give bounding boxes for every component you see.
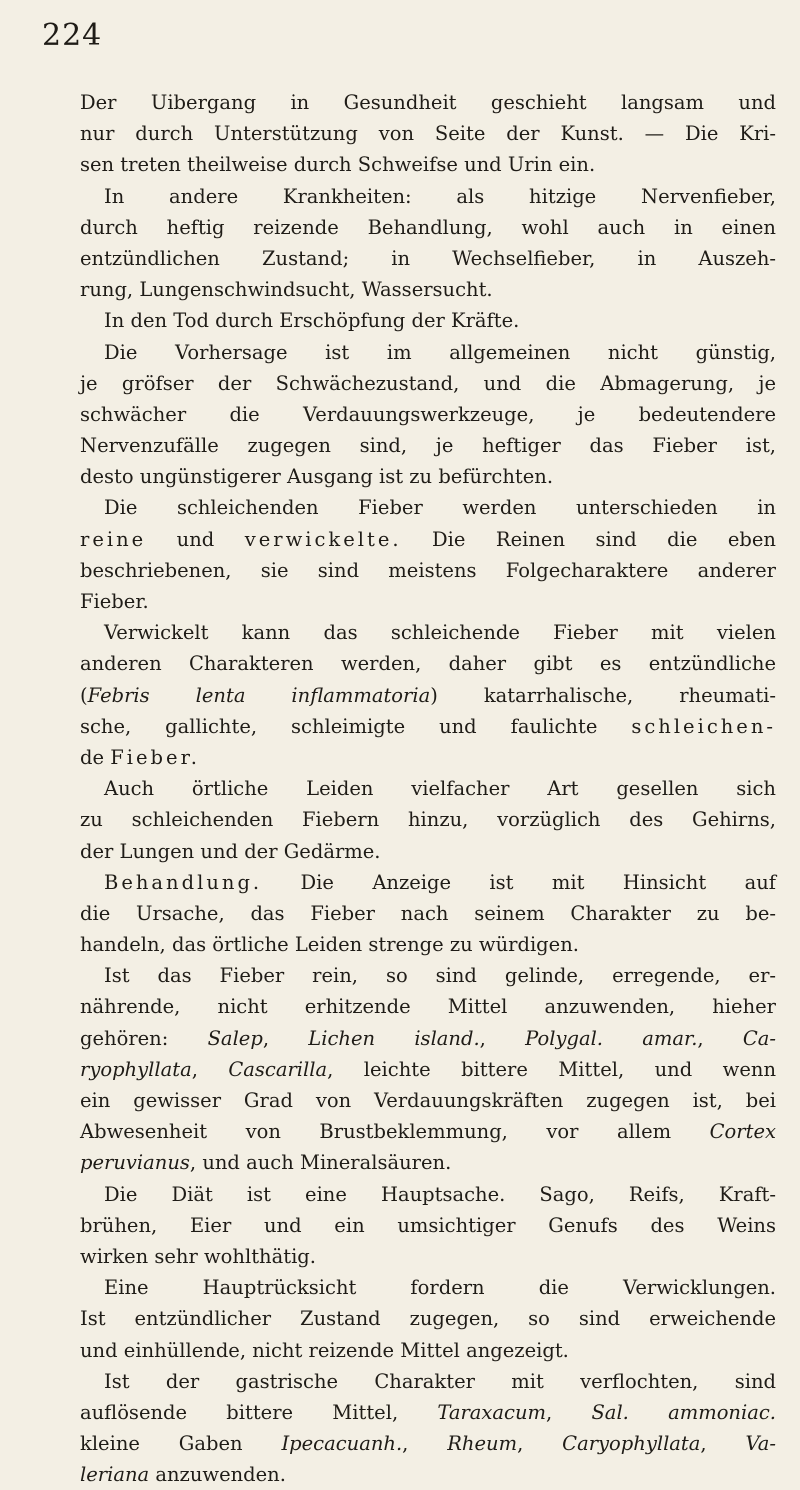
- text-line: durch heftig reizende Behandlung, wohl auch in einen: [80, 215, 776, 239]
- page-number: 224: [42, 18, 103, 53]
- latin-term: Sal. ammoniac.: [591, 1400, 776, 1424]
- text-line: die Ursache, das Fieber nach seinem Charakter zu be-: [80, 901, 776, 925]
- text-line: Fieber.: [80, 590, 149, 613]
- text-line: peruvianus, und auch Mineralsäuren.: [80, 1151, 452, 1175]
- text-line: entzündlichen Zustand; in Wechselfieber, in Auszeh-: [80, 246, 776, 270]
- text-line: handeln, das örtliche Leiden strenge zu würdigen.: [80, 933, 579, 957]
- latin-term: leriana: [80, 1463, 150, 1487]
- text-line: Eine Hauptrücksicht fordern die Verwicklungen.: [104, 1276, 776, 1300]
- emphasis-spaced: Behandlung.: [104, 870, 263, 894]
- text-line: Nervenzufälle zugegen sind, je heftiger das Fieber ist,: [80, 434, 776, 458]
- text-line: Ist das Fieber rein, so sind gelinde, erregende, er-: [104, 964, 776, 988]
- text-line: Die Vorhersage ist im allgemeinen nicht günstig,: [104, 340, 776, 364]
- text-line: rung, Lungenschwindsucht, Wassersucht.: [80, 278, 493, 302]
- text-line: zu schleichenden Fiebern hinzu, vorzüglich des Gehirns,: [80, 808, 776, 832]
- text-line: Der Uibergang in Gesundheit geschieht langsam und: [80, 91, 776, 114]
- text-line: wirken sehr wohlthätig.: [80, 1244, 316, 1268]
- text-line: nur durch Unterstützung von Seite der Kunst. — Die Kri-: [80, 122, 776, 146]
- text-line: brühen, Eier und ein umsichtiger Genufs des Weins: [80, 1213, 776, 1237]
- text-line: ein gewisser Grad von Verdauungskräften zugegen ist, bei: [80, 1089, 776, 1112]
- text-line: Die schleichenden Fieber werden unterschieden in: [104, 496, 776, 520]
- text-line: und einhüllende, nicht reizende Mittel angezeigt.: [80, 1338, 569, 1362]
- text-line: In den Tod durch Erschöpfung der Kräfte.: [104, 309, 520, 333]
- latin-term: Febris lenta inflammatoria: [87, 683, 431, 707]
- latin-term: Va-: [745, 1432, 776, 1456]
- emphasis-spaced: schleichen-: [631, 714, 776, 738]
- text-line: sen treten theilweise durch Schweifse und Urin ein.: [80, 153, 596, 177]
- latin-term: Ca-: [742, 1026, 776, 1050]
- text-line: Behandlung. Die Anzeige ist mit Hinsicht auf: [104, 870, 776, 894]
- text-line: auflösende bittere Mittel, Taraxacum, Sal. ammoniac.: [80, 1400, 776, 1424]
- latin-term: Caryophyllata: [562, 1432, 701, 1456]
- text-line: nährende, nicht erhitzende Mittel anzuwenden, hieher: [80, 995, 776, 1019]
- latin-term: Cortex: [709, 1120, 776, 1144]
- text-line: Ist entzündlicher Zustand zugegen, so sind erweichende: [80, 1307, 776, 1331]
- text-line: In andere Krankheiten: als hitzige Nervenfieber,: [104, 184, 776, 208]
- latin-term: Rheum: [447, 1432, 518, 1456]
- latin-term: ryophyllata: [80, 1057, 192, 1081]
- text-line: leriana anzuwenden.: [80, 1463, 286, 1487]
- latin-term: Ipecacuanh.: [281, 1432, 403, 1456]
- text-line: beschriebenen, sie sind meistens Folgecharaktere anderer: [80, 558, 776, 582]
- latin-term: peruvianus: [80, 1151, 190, 1175]
- text-line: Verwickelt kann das schleichende Fieber mit vielen: [104, 621, 776, 645]
- emphasis-spaced: reine: [80, 527, 147, 551]
- text-line: desto ungünstigerer Ausgang ist zu befürchten.: [80, 465, 554, 489]
- text-line: reine und verwickelte. Die Reinen sind die eben: [80, 527, 776, 551]
- text-line: kleine Gaben Ipecacuanh., Rheum, Caryophyllata, Va-: [80, 1432, 776, 1456]
- latin-term: Cascarilla: [228, 1057, 328, 1081]
- text-line: schwächer die Verdauungswerkzeuge, je bedeutendere: [80, 402, 776, 426]
- text-line: Die Diät ist eine Hauptsache. Sago, Reifs, Kraft-: [104, 1182, 776, 1206]
- latin-term: Salep: [207, 1026, 263, 1050]
- text-line: Abwesenheit von Brustbeklemmung, vor allem Cortex: [80, 1120, 776, 1144]
- latin-term: Polygal. amar.: [525, 1026, 698, 1050]
- text-line: ryophyllata, Cascarilla, leichte bittere Mittel, und wenn: [80, 1057, 777, 1081]
- latin-term: Taraxacum: [437, 1400, 547, 1424]
- emphasis-spaced: Fieber.: [110, 745, 200, 769]
- text-line: de Fieber.: [80, 745, 200, 769]
- text-line: anderen Charakteren werden, daher gibt es entzündliche: [80, 652, 776, 676]
- text-line: gehören: Salep, Lichen island., Polygal. amar., Ca-: [80, 1026, 776, 1050]
- text-line: Auch örtliche Leiden vielfacher Art gesellen sich: [104, 777, 776, 801]
- text-line: je gröfser der Schwächezustand, und die Abmagerung, je: [80, 371, 776, 395]
- text-line: sche, gallichte, schleimigte und faulichte schleichen-: [80, 714, 776, 738]
- text-line: der Lungen und der Gedärme.: [80, 839, 381, 863]
- text-line: (Febris lenta inflammatoria) katarrhalische, rheumati-: [80, 683, 776, 707]
- latin-term: Lichen island.: [308, 1026, 480, 1050]
- body-text: [80, 87, 776, 1490]
- text-line: Ist der gastrische Charakter mit verflochten, sind: [104, 1369, 776, 1393]
- emphasis-spaced: verwickelte.: [244, 527, 402, 551]
